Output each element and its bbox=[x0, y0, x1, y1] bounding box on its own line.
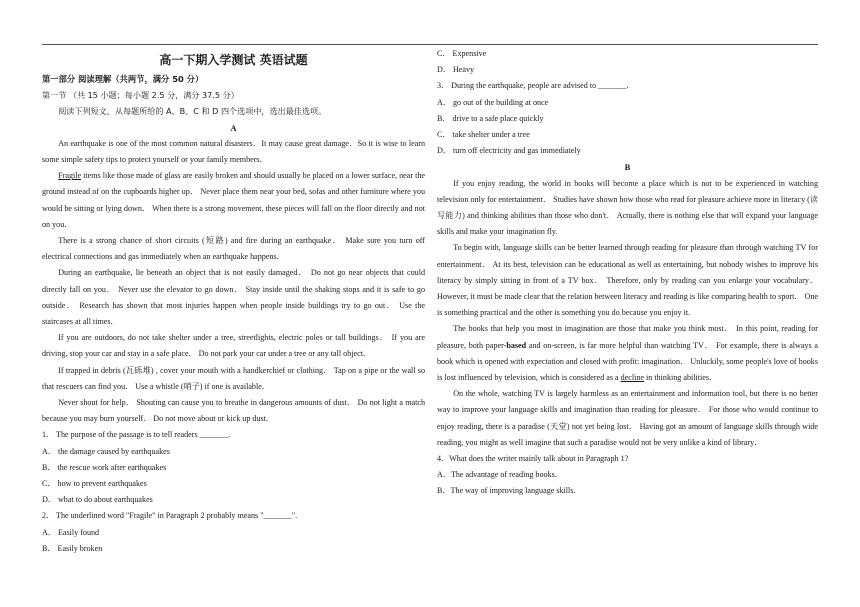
bold-word-based: based bbox=[506, 340, 527, 350]
question-1-option-b: B． the rescue work after earthquakes bbox=[42, 462, 167, 472]
passage-a-paragraph-1: An earthquake is one of the most common natural disasters．It may cause great damage．So it is wise to learn some simple safety tips to protect yourself or your family members． bbox=[42, 138, 425, 165]
left-column bbox=[42, 46, 425, 557]
question-1: 1． The purpose of the passage is to tell readers _______． bbox=[42, 430, 237, 440]
instruction: 阅读下列短文，从每题所给的 A、B、C 和 D 四个选项中，选出最佳选项。 bbox=[58, 106, 327, 117]
question-1-option-d: D． what to do about earthquakes bbox=[42, 495, 153, 505]
question-3-option-d: D． turn off electricity and gas immediately bbox=[437, 146, 581, 156]
page-title: 高一下期入学测试 英语试题 bbox=[159, 53, 308, 67]
question-4-option-b: B．The way of improving language skills． bbox=[437, 486, 582, 496]
question-2-option-d: D． Heavy bbox=[437, 65, 475, 75]
passage-b-paragraph-4: On the whole, watching TV is largely harmless as an entertainment and information tool, but there is no better way to improve your language skills and imagination than reading for pleasure． For those who would continue to enjoy reading, there is a paradise (天堂) not yet being lost． Having got an amount of language skills through wide reading, you might as well imagine that such a paradise would not be very unlike a kind of library． bbox=[437, 389, 818, 447]
question-1-option-a: A． the damage caused by earthquakes bbox=[42, 446, 170, 456]
passage-b-paragraph-3 bbox=[437, 321, 818, 386]
passage-a-paragraph-5: If you are outdoors, do not take shelter under a tree, streetlights, electric poles or tall buildings． If you are driving, stop your car and stay in a safe place． Do not park your car under a tree or any tall object． bbox=[42, 333, 425, 359]
passage-b-paragraph-2: To begin with, language skills can be better learned through reading for pleasure than through watching TV for entertainment． At its best, television can be educational as well as entertaining, but nobody wishes to improve his literacy by simply sitting in front of a TV box． Therefore, only by reading can you enlarge your vocabulary． However, it must be made clear that the relation between literacy and reading is like comparing health to sport． One is something practical and the other is something you do because you enjoy it. bbox=[437, 243, 818, 318]
passage-a-paragraph-2-text: items like those made of glass are easily broken and should usually be placed on a lower surface, near the ground instead of on the cupboards higher up． Never place them near your bed, sofas and other furniture where you would be sitting or lying down． When there is a strong movement, these pieces will fall on the floor directly and not on you． bbox=[42, 171, 425, 229]
question-2-option-a: A． Easily found bbox=[42, 527, 100, 537]
question-3-option-a: A． go out of the building at once bbox=[437, 97, 549, 107]
question-2-option-b: B． Easily broken bbox=[42, 543, 103, 553]
question-4-option-a: A．The advantage of reading books． bbox=[437, 470, 563, 480]
section-heading: 第一节 （共 15 小题；每小题 2.5 分，满分 37.5 分） bbox=[42, 90, 239, 101]
passage-a-paragraph-6: If trapped in debris (瓦砾堆) , cover your mouth with a handkerchief or clothing． Tap on a pipe or the wall so that rescuers can find you． Use a whistle (哨子) if one is available． bbox=[42, 365, 425, 391]
question-3-option-c: C． take shelter under a tree bbox=[437, 130, 530, 140]
passage-a-paragraph-3: There is a strong chance of short circuits (短路) and fire during an earthquake． Make sure you turn off electrical connections and gas immediately when an earthquake happens． bbox=[42, 236, 425, 262]
passage-a-paragraph-4: During an earthquake, lie beneath an object that is not easily damaged． Do not go near objects that could directly fall on you． Never use the elevator to go down． Stay inside until the shaking stops and it is safe to go outside． Research has shown that most injuries happen when people inside buildings try to go out． Use the staircases at all times． bbox=[42, 268, 425, 327]
underlined-word-decline: decline bbox=[620, 373, 645, 383]
passage-a-label: A bbox=[230, 122, 237, 133]
passage-b-paragraph-1: If you enjoy reading, the world in books will become a place which is not to be experienced in watching television only for entertainment． Studies have shown how those who read for pleasure achieve more in literacy (读写能力) and thinking abilities than those who don't． Actually, there is nothing else that will expand your language skills and make your imagination fly. bbox=[437, 178, 818, 237]
question-3-option-b: B． drive to a safe place quickly bbox=[437, 113, 544, 123]
underlined-word-fragile: Fragile bbox=[58, 171, 82, 181]
passage-b-label: B bbox=[624, 162, 631, 173]
passage-a-paragraph-2 bbox=[42, 168, 425, 233]
part-heading: 第一部分 阅读理解（共两节，满分 50 分） bbox=[42, 74, 204, 84]
question-3: 3． During the earthquake, people are advised to _______. bbox=[437, 81, 629, 91]
passage-b-paragraph-3-text-1: The books that help you most in imagination are those that make you think most． In this point, reading for pleasure, both paper- bbox=[437, 324, 818, 350]
question-2: 2． The underlined word "Fragile" in Paragraph 2 probably means "_______". bbox=[42, 511, 298, 521]
question-1-option-c: C． how to prevent earthquakes bbox=[42, 479, 147, 489]
passage-a-paragraph-7: Never shout for help． Shouting can cause you to breathe in dangerous amounts of dust． Do not light a match because you may burn yourself． Do not move about or kick up dust． bbox=[42, 398, 425, 424]
question-2-option-c: C． Expensive bbox=[437, 49, 487, 58]
header-rule bbox=[42, 44, 818, 45]
passage-b-paragraph-3-text-2: and on-screen, is far more helpful than watching TV． For example, there is always a book which is opened with expectation and closed with profit: imagination． Unluckily, some people's love of books is lost influenced by television, which is considered as a bbox=[437, 340, 819, 383]
question-4: 4．What does the writer mainly talk about in Paragraph 1? bbox=[437, 454, 629, 464]
passage-b-paragraph-3-text-3: in thinking abilities． bbox=[644, 373, 718, 383]
right-column bbox=[437, 46, 818, 500]
